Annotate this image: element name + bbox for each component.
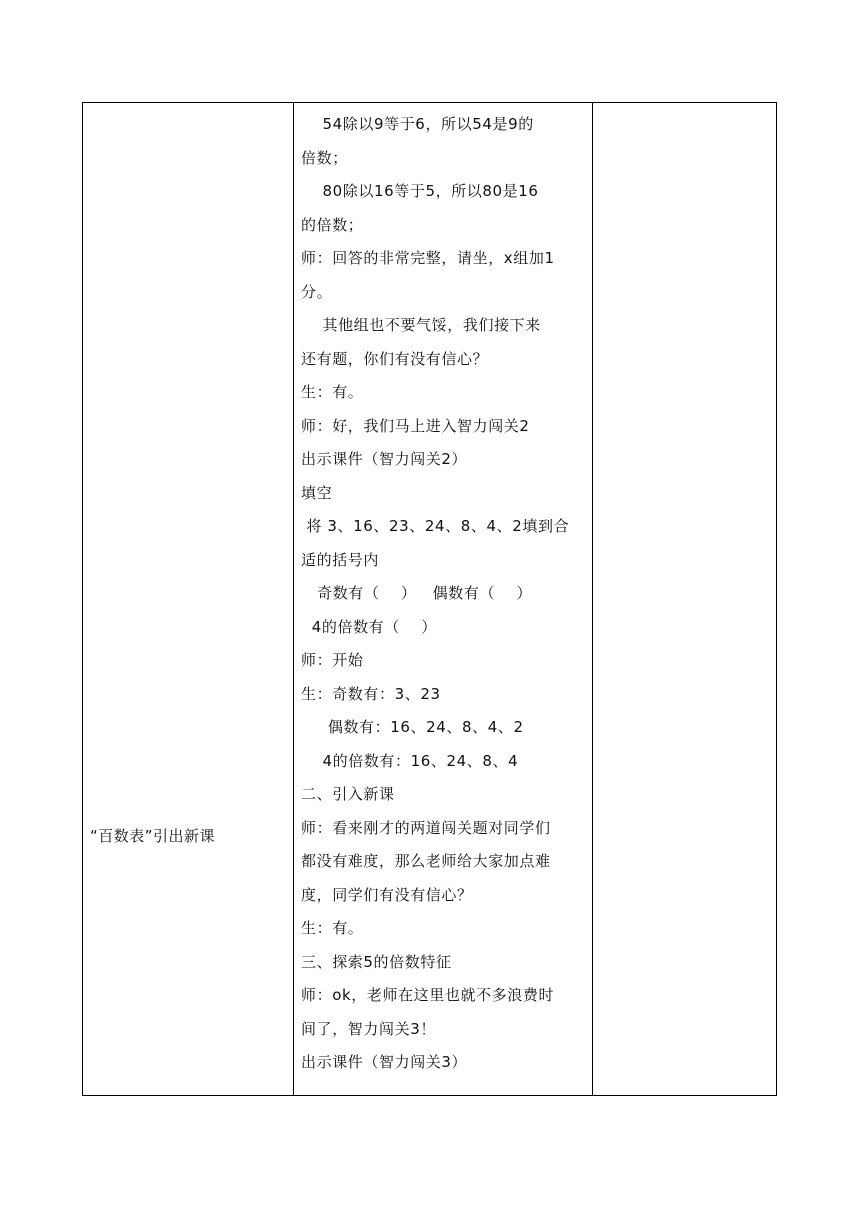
text-line: 还有题，你们有没有信心？ <box>301 349 489 368</box>
text-line: 出示课件（智力闯关3） <box>301 1053 468 1071</box>
text-line: 其他组也不要气馁，我们接下来 <box>301 316 541 334</box>
text-line: 师：开始 <box>301 651 364 669</box>
lesson-plan-table <box>82 102 777 1096</box>
text-line: 师：回答的非常完整，请坐，x组加1 <box>301 249 555 267</box>
text-line: 师：ok，老师在这里也就不多浪费时 <box>301 986 555 1004</box>
column-divider-left <box>293 103 294 1095</box>
text-line: 的倍数； <box>301 215 364 234</box>
text-line: 二、引入新课 <box>301 785 395 803</box>
text-line: 倍数； <box>301 148 348 167</box>
text-line: 三、探索5的倍数特征 <box>301 952 452 971</box>
text-line: 度，同学们有没有信心？ <box>301 885 473 904</box>
text-line: 生：有。 <box>301 383 364 401</box>
stage-label: “百数表”引出新课 <box>90 827 216 845</box>
text-line: 填空 <box>301 483 333 502</box>
text-line: 将 3、16、23、24、8、4、2填到合 <box>301 517 570 535</box>
teaching-process-column <box>301 108 587 1080</box>
text-line: 师：看来刚才的两道闯关题对同学们 <box>301 818 551 837</box>
text-line: 适的括号内 <box>301 550 380 569</box>
text-line: 奇数有（ ） 偶数有（ ） <box>301 584 533 602</box>
text-line: 偶数有：16、24、8、4、2 <box>301 718 524 736</box>
text-line: 4的倍数有：16、24、8、4 <box>301 751 519 770</box>
notes-column <box>593 103 776 1095</box>
text-line: 间了，智力闯关3！ <box>301 1019 436 1038</box>
text-line: 80除以16等于5，所以80是16 <box>301 182 539 200</box>
text-line: 54除以9等于6，所以54是9的 <box>301 115 534 133</box>
stage-column <box>83 103 293 1095</box>
text-line: 师：好，我们马上进入智力闯关2 <box>301 416 530 435</box>
text-line: 生：有。 <box>301 919 364 937</box>
text-line: 出示课件（智力闯关2） <box>301 450 468 468</box>
text-line: 4的倍数有（ ） <box>301 617 437 636</box>
text-line: 分。 <box>301 282 333 301</box>
text-line: 生：奇数有：3、23 <box>301 684 441 703</box>
text-line: 都没有难度，那么老师给大家加点难 <box>301 852 551 870</box>
